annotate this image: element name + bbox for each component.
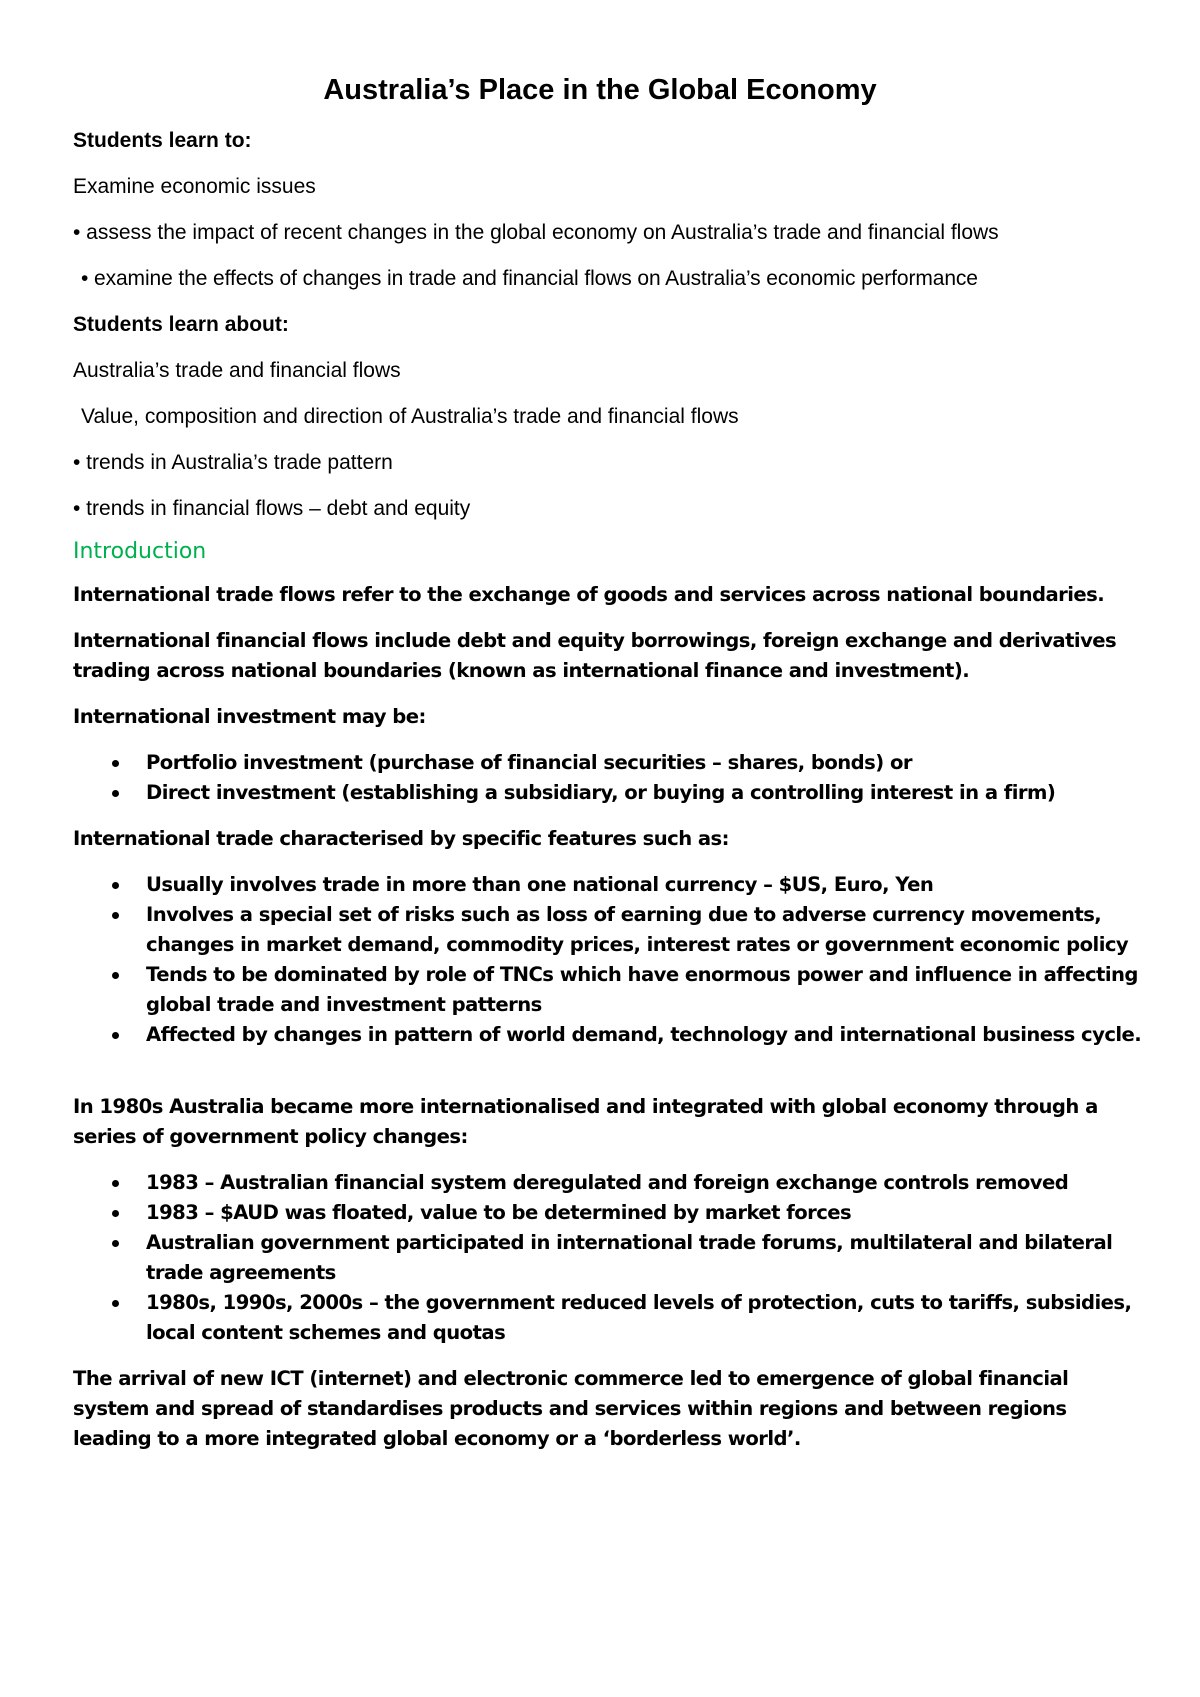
page-title: Australia’s Place in the Global Economy <box>323 74 877 106</box>
list-item: Usually involves trade in more than one national currency – $US, Euro, Yen <box>146 870 1143 900</box>
list-item: 1983 – $AUD was floated, value to be determined by market forces <box>146 1198 1143 1228</box>
spacer <box>73 1066 1143 1092</box>
flows-line: Australia’s trade and financial flows <box>73 359 401 382</box>
list-item: Affected by changes in pattern of world demand, technology and international business cycle. <box>146 1020 1143 1050</box>
introduction-heading: Introduction <box>73 539 207 564</box>
learn-about-heading: Students learn about: <box>73 313 289 336</box>
list-item: Tends to be dominated by role of TNCs which have enormous power and influence in affecting global trade and investment patterns <box>146 960 1143 1020</box>
paragraph: International trade characterised by specific features such as: <box>73 827 729 850</box>
examine-line: Examine economic issues <box>73 175 316 198</box>
features-list <box>73 870 1143 1050</box>
list-item: 1983 – Australian financial system deregulated and foreign exchange controls removed <box>146 1168 1143 1198</box>
document-page <box>73 74 1143 1470</box>
learn-to-point: • assess the impact of recent changes in the global economy on Australia’s trade and financial flows <box>73 221 999 244</box>
list-item: Australian government participated in international trade forums, multilateral and bilateral trade agreements <box>146 1228 1143 1288</box>
list-item: Direct investment (establishing a subsidiary, or buying a controlling interest in a firm) <box>146 778 1143 808</box>
learn-about-point: • trends in Australia’s trade pattern <box>73 451 393 474</box>
paragraph: The arrival of new ICT (internet) and electronic commerce led to emergence of global financial system and spread of standardises products and services within regions and between regions leading to a more integrated global economy or a ‘borderless world’. <box>73 1367 1069 1450</box>
learn-to-point: • examine the effects of changes in trade and financial flows on Australia’s economic performance <box>81 267 978 290</box>
paragraph: International financial flows include debt and equity borrowings, foreign exchange and derivatives trading across national boundaries (known as international finance and investment). <box>73 629 1117 682</box>
learn-about-point: • trends in financial flows – debt and equity <box>73 497 471 520</box>
syllabus-section <box>73 125 1143 524</box>
policy-changes-list <box>73 1168 1143 1348</box>
list-item: 1980s, 1990s, 2000s – the government reduced levels of protection, cuts to tariffs, subsidies, local content schemes and quotas <box>146 1288 1143 1348</box>
paragraph: In 1980s Australia became more internationalised and integrated with global economy through a series of government policy changes: <box>73 1095 1098 1148</box>
paragraph: International trade flows refer to the exchange of goods and services across national boundaries. <box>73 583 1105 606</box>
list-item: Portfolio investment (purchase of financial securities – shares, bonds) or <box>146 748 1143 778</box>
list-item: Involves a special set of risks such as loss of earning due to adverse currency movements, changes in market demand, commodity prices, interest rates or government economic policy <box>146 900 1143 960</box>
value-line: Value, composition and direction of Australia’s trade and financial flows <box>81 405 739 428</box>
investment-types-list <box>73 748 1143 808</box>
paragraph: International investment may be: <box>73 705 426 728</box>
learn-to-heading: Students learn to: <box>73 129 252 152</box>
introduction-section <box>73 580 1143 1454</box>
